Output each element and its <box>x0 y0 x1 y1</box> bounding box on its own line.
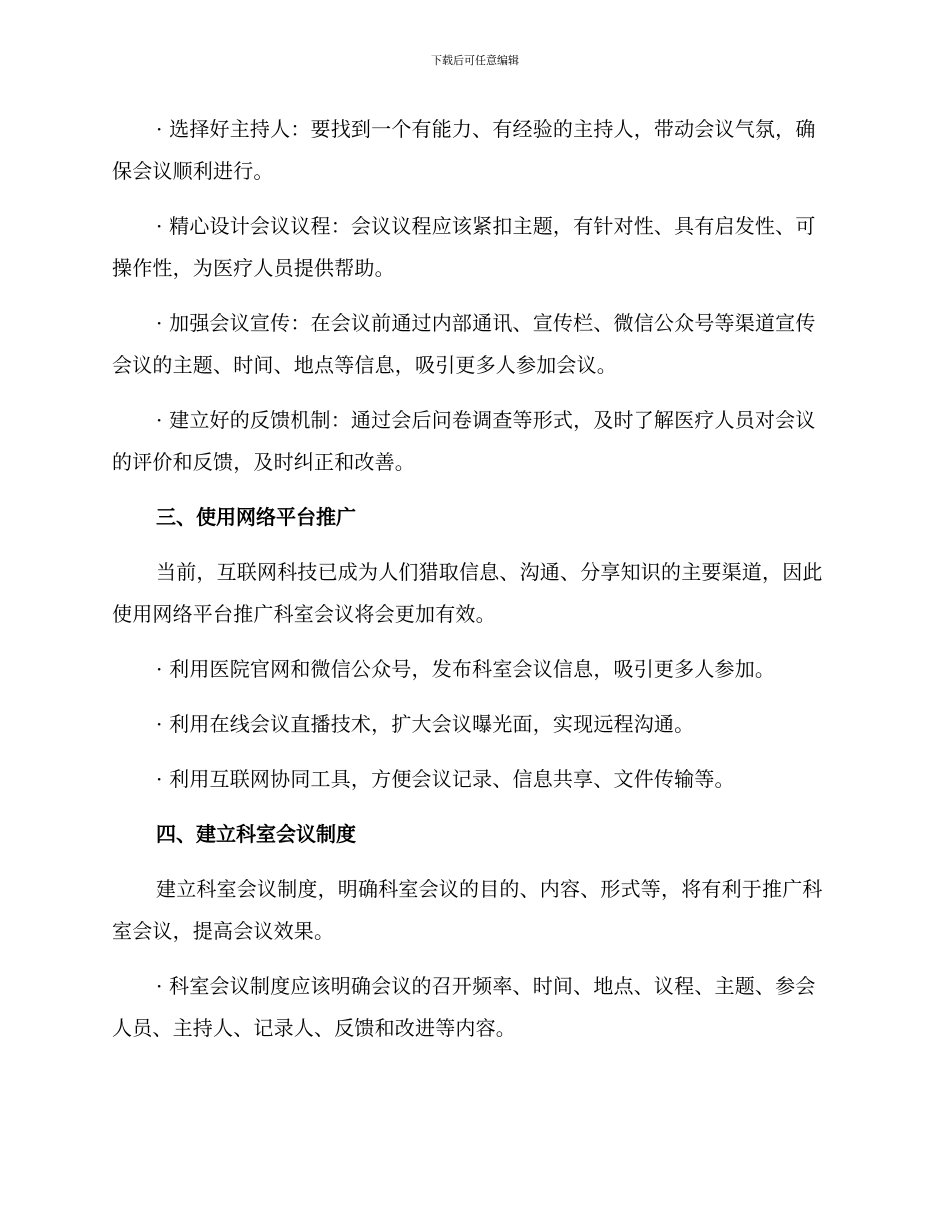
paragraph-meeting-system: 建立科室会议制度，明确科室会议的目的、内容、形式等，将有利于推广科室会议，提高会议效果。 <box>112 877 823 943</box>
section-heading-4: 四、建立科室会议制度 <box>156 822 356 846</box>
bullet-design-agenda: · 精心设计会议议程：会议议程应该紧扣主题，有针对性、具有启发性、可操作性，为医疗人员提供帮助。 <box>112 214 816 280</box>
bullet-choose-host: · 选择好主持人：要找到一个有能力、有经验的主持人，带动会议气氛，确保会议顺利进行。 <box>112 117 816 183</box>
bullet-live-streaming: · 利用在线会议直播技术，扩大会议曝光面，实现远程沟通。 <box>156 712 695 736</box>
page-header: 下载后可任意编辑 <box>431 54 519 67</box>
document-body <box>112 108 832 1062</box>
bullet-promote-meeting: · 加强会议宣传：在会议前通过内部通讯、宣传栏、微信公众号等渠道宣传会议的主题、时间、地点等信息，吸引更多人参加会议。 <box>112 311 816 377</box>
bullet-system-contents: · 科室会议制度应该明确会议的召开频率、时间、地点、议程、主题、参会人员、主持人、记录人、反馈和改进等内容。 <box>112 974 816 1040</box>
bullet-feedback-mechanism: · 建立好的反馈机制：通过会后问卷调查等形式，及时了解医疗人员对会议的评价和反馈，及时纠正和改善。 <box>112 408 816 474</box>
section-heading-3: 三、使用网络平台推广 <box>156 505 356 529</box>
paragraph-internet-intro: 当前，互联网科技已成为人们猎取信息、沟通、分享知识的主要渠道，因此使用网络平台推广科室会议将会更加有效。 <box>112 560 823 626</box>
bullet-hospital-website: · 利用医院官网和微信公众号，发布科室会议信息，吸引更多人参加。 <box>156 657 776 681</box>
bullet-collaboration-tools: · 利用互联网协同工具，方便会议记录、信息共享、文件传输等。 <box>156 767 735 791</box>
